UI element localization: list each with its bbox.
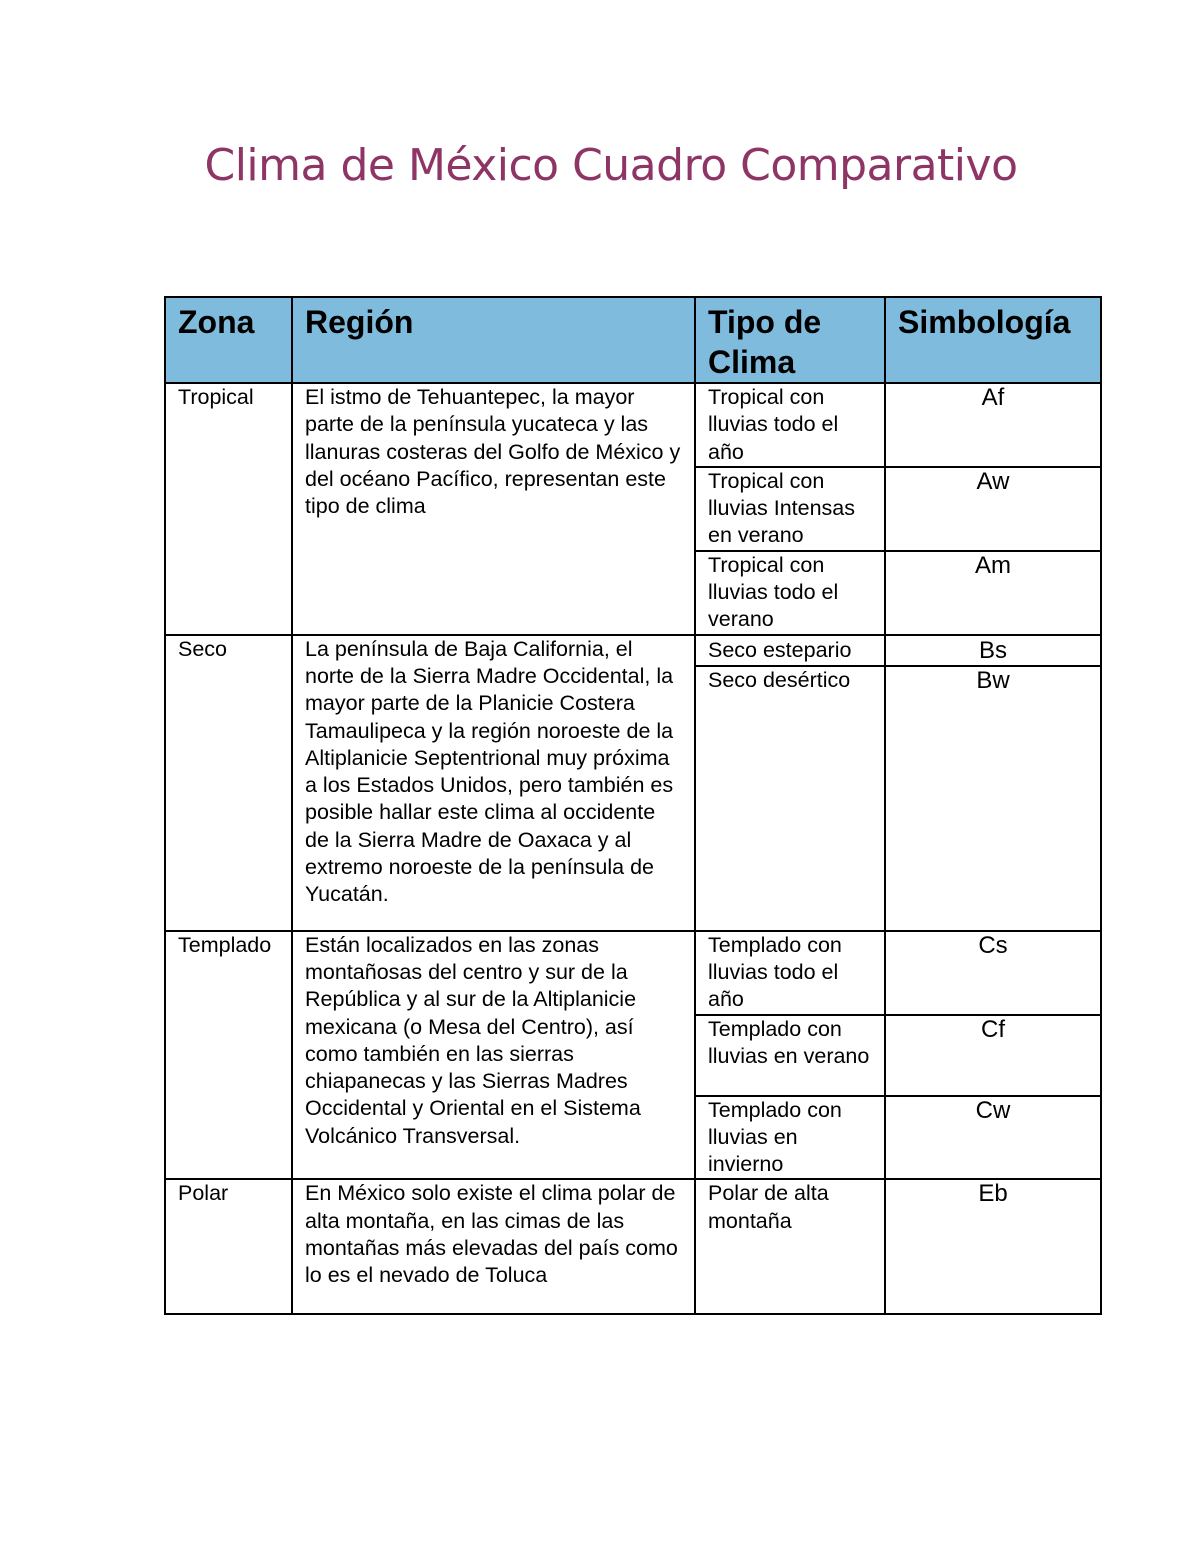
tipo-cell: Tropical con lluvias Intensas en verano [695, 467, 885, 551]
tipo-cell: Tropical con lluvias todo el año [695, 383, 885, 467]
region-cell: El istmo de Tehuantepec, la mayor parte de la península yucateca y las llanuras costeras del Golfo de México y del océano Pacífico, representan este tipo de clima [292, 383, 695, 635]
simbolo-cell: Bs [885, 635, 1101, 666]
simbolo-cell: Am [885, 551, 1101, 635]
zona-cell: Polar [165, 1179, 292, 1314]
simbolo-cell: Af [885, 383, 1101, 467]
simbolo-cell: Cf [885, 1015, 1101, 1096]
table-row [165, 635, 1101, 666]
simbolo-cell: Eb [885, 1179, 1101, 1314]
region-cell: En México solo existe el clima polar de alta montaña, en las cimas de las montañas más elevadas del país como lo es el nevado de Toluca [292, 1179, 695, 1314]
table-row [165, 1179, 1101, 1314]
region-cell: Están localizados en las zonas montañosas del centro y sur de la República y al sur de la Altiplanicie mexicana (o Mesa del Centro), así como también en las sierras chiapanecas y las Sierras Madres Occidental y Oriental en el Sistema Volcánico Transversal. [292, 931, 695, 1180]
simbolo-cell: Aw [885, 467, 1101, 551]
tipo-cell: Templado con lluvias en invierno [695, 1096, 885, 1180]
simbolo-cell: Cw [885, 1096, 1101, 1180]
tipo-cell: Polar de alta montaña [695, 1179, 885, 1314]
header-zona: Zona [165, 297, 292, 383]
climate-comparison-table [164, 296, 1102, 1315]
zona-cell: Seco [165, 635, 292, 931]
header-region: Región [292, 297, 695, 383]
tipo-cell: Tropical con lluvias todo el verano [695, 551, 885, 635]
zona-cell: Tropical [165, 383, 292, 635]
header-tipo-de-clima: Tipo de Clima [695, 297, 885, 383]
simbolo-cell: Cs [885, 931, 1101, 1015]
tipo-cell: Seco desértico [695, 666, 885, 931]
simbolo-cell: Bw [885, 666, 1101, 931]
page-title: Clima de México Cuadro Comparativo [204, 140, 1018, 191]
tipo-cell: Templado con lluvias todo el año [695, 931, 885, 1015]
tipo-cell: Seco estepario [695, 635, 885, 666]
tipo-cell: Templado con lluvias en verano [695, 1015, 885, 1096]
region-cell: La península de Baja California, el norte de la Sierra Madre Occidental, la mayor parte de la Planicie Costera Tamaulipeca y la región noroeste de la Altiplanicie Septentrional muy próxima a los Estados Unidos, pero también es posible hallar este clima al occidente de la Sierra Madre de Oaxaca y al extremo noroeste de la península de Yucatán. [292, 635, 695, 931]
table-row [165, 383, 1101, 467]
table-header-row [165, 297, 1101, 383]
zona-cell: Templado [165, 931, 292, 1180]
table-row [165, 931, 1101, 1015]
header-simbologia: Simbología [885, 297, 1101, 383]
